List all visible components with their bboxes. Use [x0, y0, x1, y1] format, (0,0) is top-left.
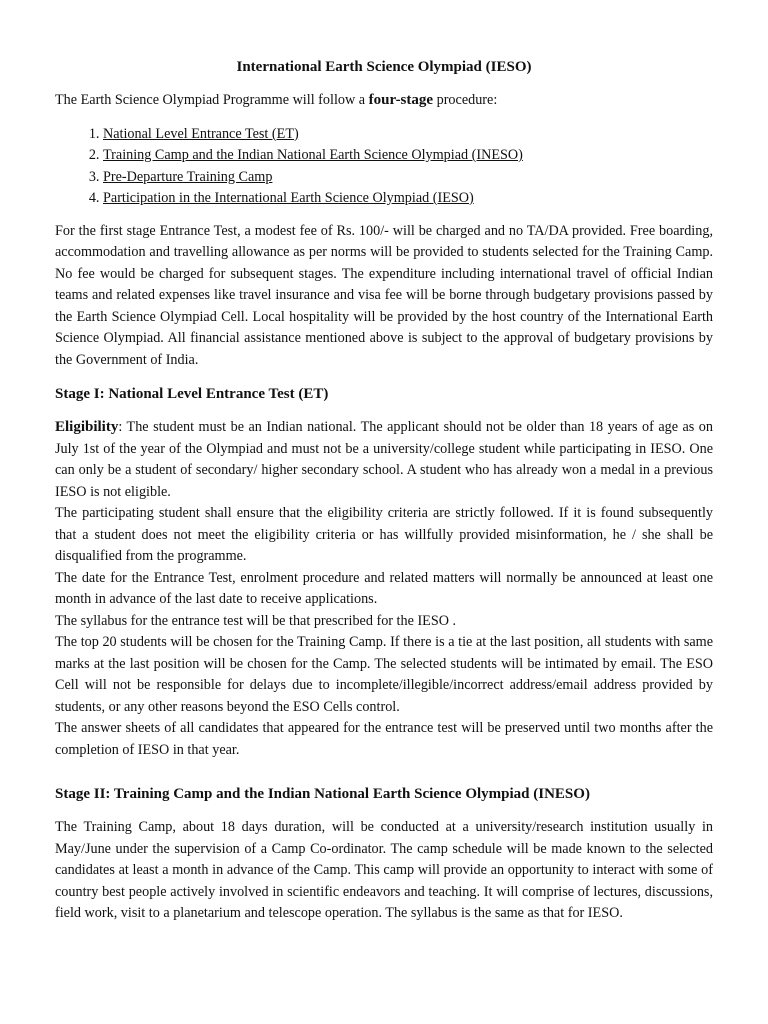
stages-list	[55, 124, 713, 210]
intro-paragraph	[55, 90, 713, 112]
stage1-paragraph-1: The participating student shall ensure that the eligibility criteria are strictly followed. If it is found subsequently that a student does not meet the eligibility criteria or has willfully provided misinformation, he / she shall be disqualified from the programme.	[55, 505, 713, 564]
intro-text-after: procedure:	[433, 92, 498, 108]
stage-link-3[interactable]: Pre-Departure Training Camp	[103, 168, 273, 185]
list-item	[103, 124, 713, 146]
document-title: International Earth Science Olympiad (IESO)	[236, 59, 532, 75]
list-item	[103, 188, 713, 210]
list-item	[103, 167, 713, 189]
stage1-paragraph-3: The syllabus for the entrance test will be that prescribed for the IESO .	[55, 612, 457, 629]
stage1-paragraph-5: The answer sheets of all candidates that appeared for the entrance test will be preserved until two months after the completion of IESO in that year.	[55, 720, 713, 758]
stage1-paragraph-2: The date for the Entrance Test, enrolment procedure and related matters will normally be announced at least one month in advance of the last date to receive applications.	[55, 569, 713, 607]
stage-link-4[interactable]: Participation in the International Earth Science Olympiad (IESO)	[103, 190, 474, 206]
intro-text-before: The Earth Science Olympiad Programme will follow a	[55, 92, 369, 108]
stage1-heading: Stage I: National Level Entrance Test (ET)	[55, 386, 329, 402]
stage2-paragraph: The Training Camp, about 18 days duration, will be conducted at a university/research institution usually in May/June under the supervision of a Camp Co-ordinator. The camp schedule will be made known to the selected candidates at least a month in advance of the Camp. This camp will provide an opportunity to interact with some of country best people actively involved in scientific endeavors and teaching. It will comprise of lectures, discussions, field work, visit to a planetarium and telescope operation. The syllabus is the same as that for IESO.	[55, 819, 713, 921]
stage-link-1[interactable]: National Level Entrance Test (ET)	[103, 125, 299, 142]
eligibility-label: Eligibility	[55, 419, 119, 435]
list-item	[103, 145, 713, 167]
eligibility-paragraph	[55, 417, 713, 503]
stage-link-2[interactable]: Training Camp and the Indian National Earth Science Olympiad (INESO)	[103, 147, 523, 163]
eligibility-text: : The student must be an Indian national. The applicant should not be older than 18 years of age as on July 1st of the year of the Olympiad and must not be a university/college student while participating in IESO. One can only be a student of secondary/ higher secondary school. A student who has already won a medal in a previous IESO is not eligible.	[55, 419, 713, 500]
intro-emphasis: four-stage	[368, 92, 434, 108]
stage1-paragraph-4: The top 20 students will be chosen for the Training Camp. If there is a tie at the last position, all students with same marks at the last position will be chosen for the Camp. The selected students will be intimated by email. The ESO Cell will not be responsible for delays due to incomplete/illegible/incorrect address/email address provided by students, or any other reasons beyond the ESO Cells control.	[55, 634, 713, 715]
stage2-heading: Stage II: Training Camp and the Indian National Earth Science Olympiad (INESO)	[55, 786, 590, 802]
fee-paragraph: For the first stage Entrance Test, a modest fee of Rs. 100/- will be charged and no TA/DA provided. Free boarding, accommodation and travelling allowance as per norms will be provided to students selected for the Training Camp. No fee would be charged for subsequent stages. The expenditure including international travel of official Indian teams and related expenses like travel insurance and visa fee will be borne through budgetary provisions passed by the Earth Science Olympiad Cell. Local hospitality will be provided by the host country of the International Earth Science Olympiad. All financial assistance mentioned above is subject to the approval of budgetary provisions by the Government of India.	[55, 222, 713, 368]
